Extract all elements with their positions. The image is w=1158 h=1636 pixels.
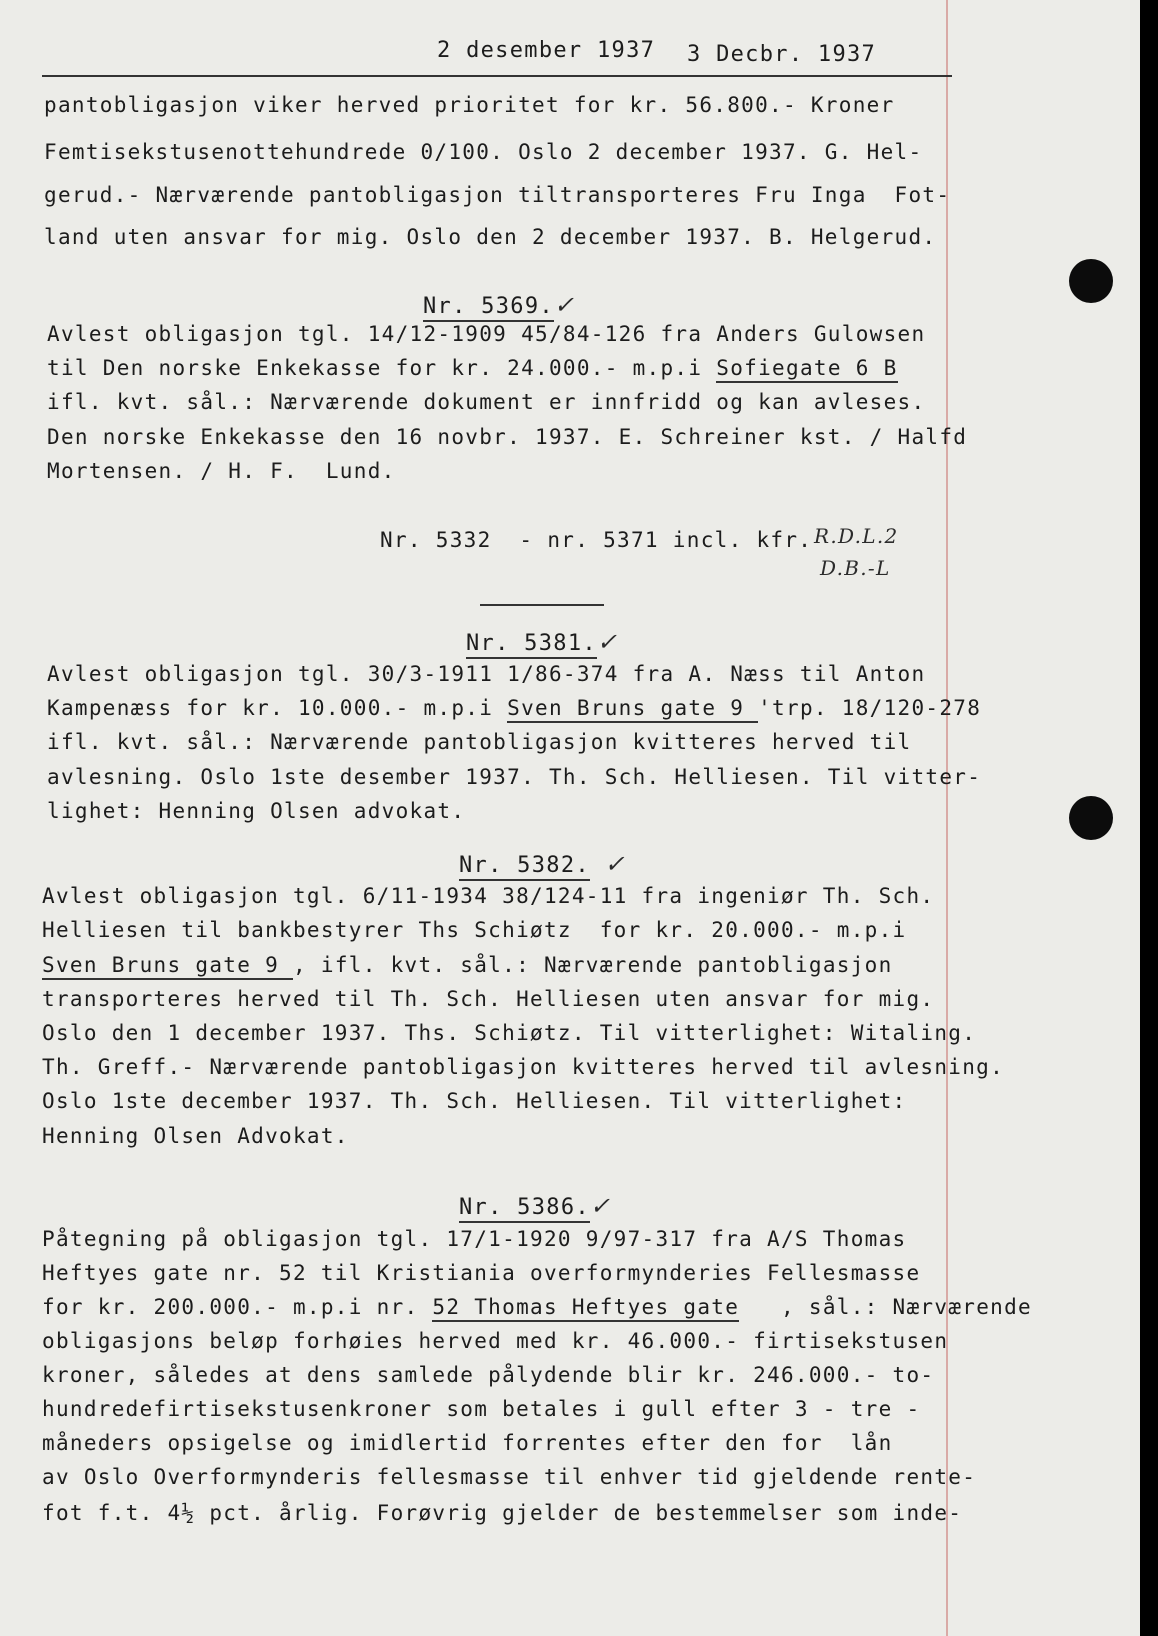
- property-address: Sven Bruns gate 9: [42, 953, 293, 980]
- entry-heading: [466, 630, 618, 655]
- text-span: Kampenæss for kr. 10.000.- m.p.i: [47, 696, 508, 720]
- binder-hole: [1069, 796, 1113, 840]
- entry-number: Nr. 5386.: [459, 1195, 590, 1223]
- entry-number: Nr. 5381.: [466, 631, 597, 659]
- text-line: [42, 1297, 1032, 1318]
- text-line: hundredefirtisekstusenkroner som betales i gull efter 3 - tre -: [42, 1397, 921, 1421]
- binder-hole: [1069, 259, 1113, 303]
- text-line: [47, 358, 898, 379]
- text-line: kroner, således at dens samlede pålydende blir kr. 246.000.- to-: [42, 1363, 935, 1387]
- handwritten-initials: R.D.L.2: [814, 524, 899, 548]
- text-line: Femtisekstusenottehundrede 0/100. Oslo 2 december 1937. G. Hel-: [44, 140, 923, 164]
- text-line: obligasjons beløp forhøies herved med kr. 46.000.- firtisekstusen: [42, 1329, 949, 1353]
- entry-heading: [459, 1194, 611, 1219]
- text-line: Oslo 1ste december 1937. Th. Sch. Helliesen. Til vitterlighet:: [42, 1089, 907, 1113]
- check-mark: ✓: [604, 850, 626, 878]
- text-line: Avlest obligasjon tgl. 30/3-1911 1/86-374 fra A. Næss til Anton: [47, 662, 926, 686]
- header-date-right: 3 Decbr. 1937: [687, 42, 877, 67]
- text-line: Påtegning på obligasjon tgl. 17/1-1920 9/97-317 fra A/S Thomas: [42, 1227, 907, 1251]
- text-line: ifl. kvt. sål.: Nærværende pantobligasjon kvitteres herved til: [47, 730, 912, 754]
- range-note: Nr. 5332 - nr. 5371 incl. kfr.: [380, 528, 813, 552]
- text-line: avlesning. Oslo 1ste desember 1937. Th. Sch. Helliesen. Til vitter-: [47, 765, 982, 789]
- entry-number: Nr. 5369.: [423, 294, 554, 322]
- text-span: for kr. 200.000.- m.p.i nr.: [42, 1295, 433, 1319]
- text-line: Avlest obligasjon tgl. 14/12-1909 45/84-126 fra Anders Gulowsen: [47, 322, 926, 346]
- section-rule: [480, 604, 604, 606]
- text-line: Helliesen til bankbestyrer Ths Schiøtz for kr. 20.000.- m.p.i: [42, 918, 907, 942]
- check-mark: ✓: [596, 628, 619, 656]
- text-line: Th. Greff.- Nærværende pantobligasjon kvitteres herved til avlesning.: [42, 1055, 1005, 1079]
- text-line: måneders opsigelse og imidlertid forrentes efter den for lån: [42, 1431, 893, 1455]
- handwritten-initials: D.B.-L: [820, 556, 891, 580]
- text-line: Den norske Enkekasse den 16 novbr. 1937. E. Schreiner kst. / Halfd: [47, 425, 968, 449]
- property-address: Sven Bruns gate 9: [507, 696, 758, 723]
- text-line: land uten ansvar for mig. Oslo den 2 december 1937. B. Helgerud.: [44, 225, 937, 249]
- header-date-left: 2 desember 1937: [437, 38, 656, 63]
- text-line: [47, 698, 981, 719]
- margin-line: [946, 0, 948, 1636]
- text-line: gerud.- Nærværende pantobligasjon tiltransporteres Fru Inga Fot-: [44, 183, 951, 207]
- text-line: Heftyes gate nr. 52 til Kristiania overformynderies Fellesmasse: [42, 1261, 921, 1285]
- property-address: Sofiegate 6 B: [716, 356, 897, 383]
- property-address: 52 Thomas Heftyes gate: [432, 1295, 739, 1322]
- text-line: Mortensen. / H. F. Lund.: [47, 459, 396, 483]
- entry-heading: [459, 852, 626, 877]
- text-span: til Den norske Enkekasse for kr. 24.000.- m.p.i: [47, 356, 717, 380]
- header-rule: [42, 75, 952, 77]
- text-line: pantobligasjon viker herved prioritet for kr. 56.800.- Kroner: [44, 93, 895, 117]
- text-span: 'trp. 18/120-278: [758, 696, 982, 720]
- text-line: [42, 955, 893, 976]
- check-mark: ✓: [589, 1192, 612, 1220]
- text-line: Henning Olsen Advokat.: [42, 1124, 349, 1148]
- text-span: , ifl. kvt. sål.: Nærværende pantobligasjon: [292, 953, 893, 977]
- text-span: , sål.: Nærværende: [739, 1295, 1032, 1319]
- entry-heading: [423, 293, 575, 318]
- check-mark: ✓: [553, 291, 576, 319]
- text-line: av Oslo Overformynderis fellesmasse til enhver tid gjeldende rente-: [42, 1465, 977, 1489]
- text-line: Avlest obligasjon tgl. 6/11-1934 38/124-11 fra ingeniør Th. Sch.: [42, 884, 935, 908]
- text-line: transporteres herved til Th. Sch. Helliesen uten ansvar for mig.: [42, 987, 935, 1011]
- text-line: lighet: Henning Olsen advokat.: [47, 799, 466, 823]
- text-line: Oslo den 1 december 1937. Ths. Schiøtz. Til vitterlighet: Witaling.: [42, 1021, 977, 1045]
- text-line: ifl. kvt. sål.: Nærværende dokument er innfridd og kan avleses.: [47, 390, 926, 414]
- text-line: fot f.t. 4½ pct. årlig. Forøvrig gjelder de bestemmelser som inde-: [42, 1501, 963, 1525]
- entry-number: Nr. 5382.: [459, 853, 590, 881]
